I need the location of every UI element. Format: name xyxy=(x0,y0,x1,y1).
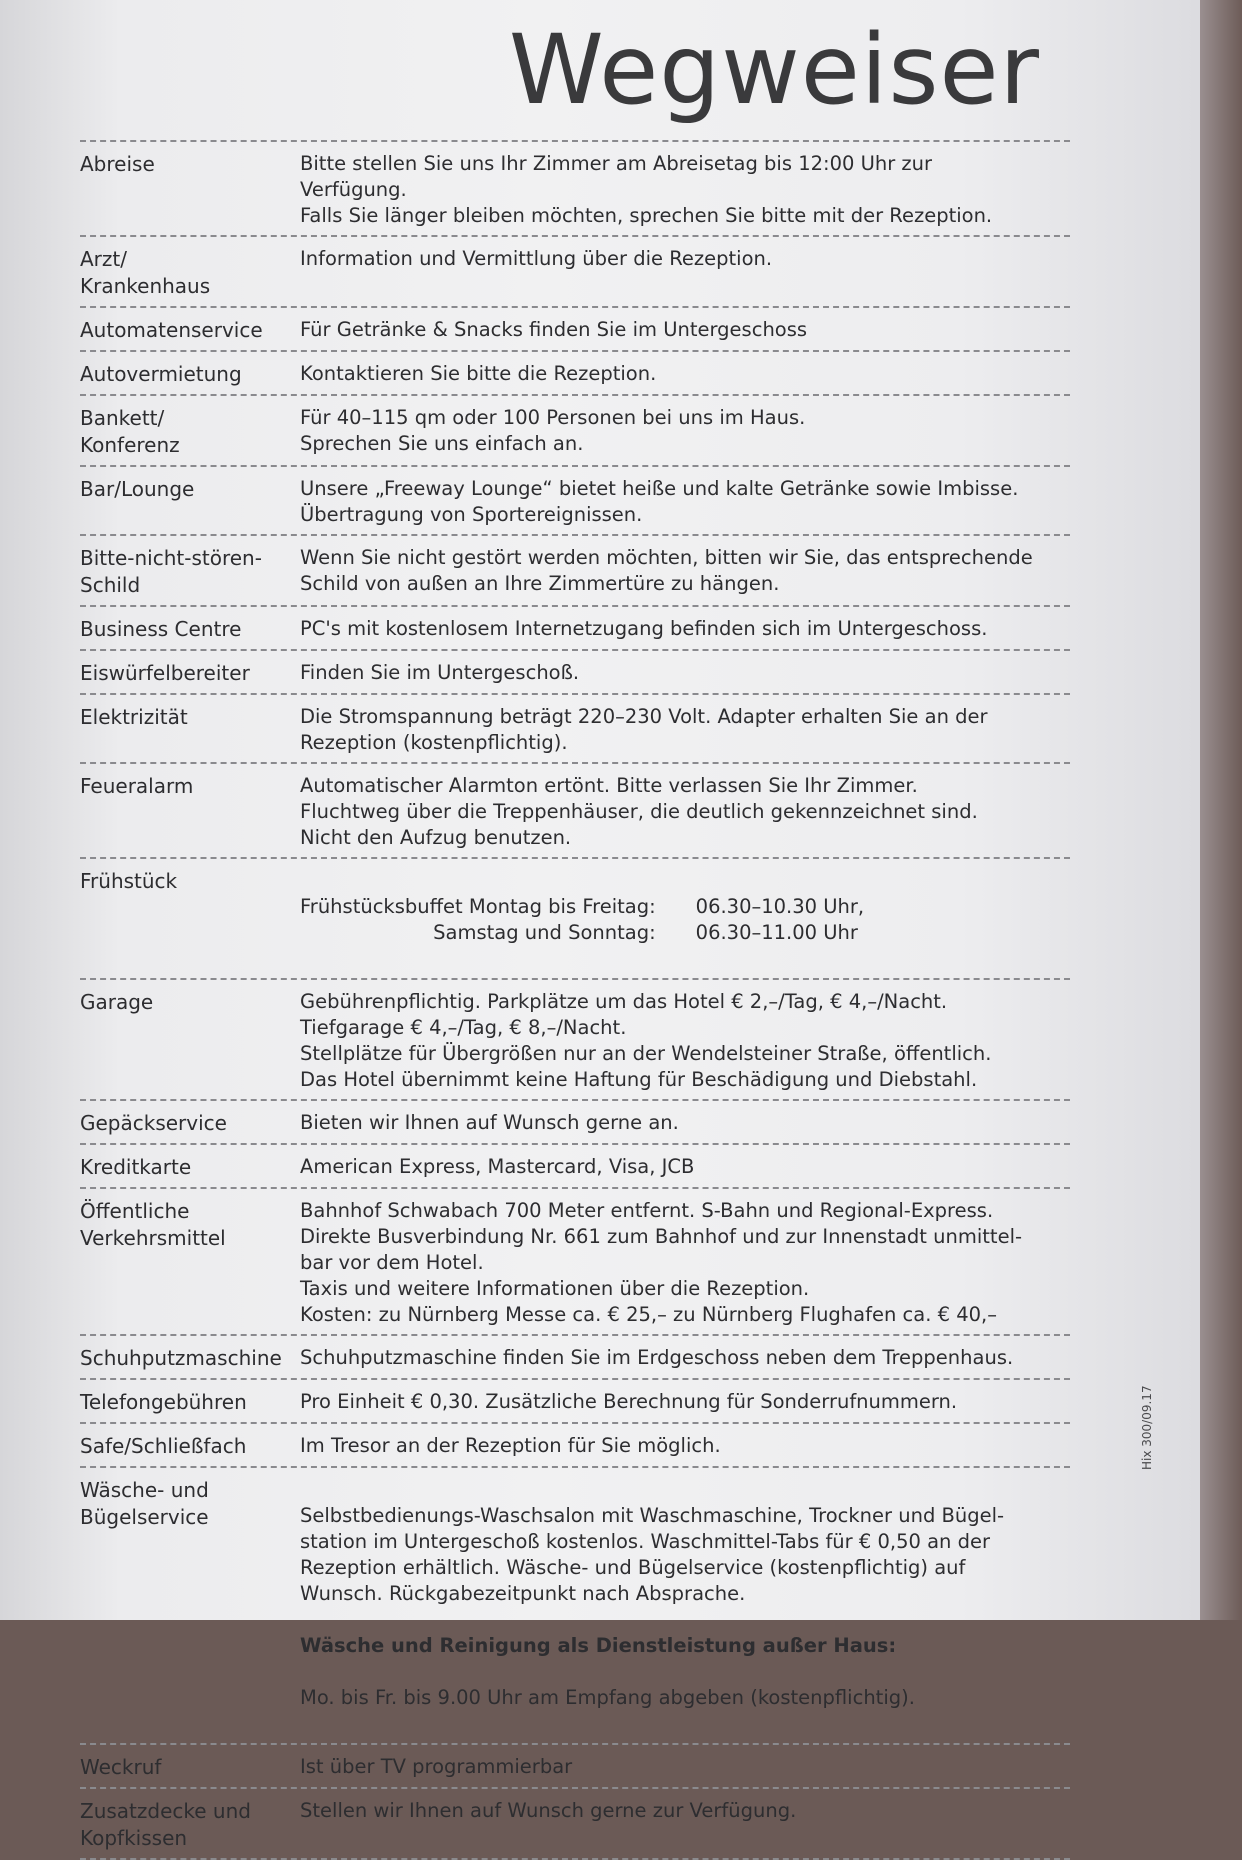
entry-description: Für Getränke & Snacks finden Sie im Untergeschoss xyxy=(300,318,808,341)
list-item xyxy=(80,1336,1070,1380)
entry-label: Gepäckservice xyxy=(80,1111,227,1135)
entry-label: Autovermietung xyxy=(80,362,242,386)
directory-list xyxy=(80,140,1070,1860)
entry-description: Automatischer Alarmton ertönt. Bitte verlassen Sie Ihr Zimmer. Fluchtweg über die Treppenhäuser, die deutlich gekennzeichnet sind. Nicht den Aufzug benutzen. xyxy=(300,774,978,849)
laundry-text: Selbstbedienungs-Waschsalon mit Waschmaschine, Trockner und Bügel- station im Untergeschoß kostenlos. Waschmittel-Tabs für € 0,50 an der Rezeption erhältlich. Wäsche- und Bügelservice (kostenpflichtig) auf Wunsch. Rückgabezeitpunkt nach Absprache. xyxy=(300,1504,1005,1605)
list-item xyxy=(80,695,1070,764)
entry-description: American Express, Mastercard, Visa, JCB xyxy=(300,1155,695,1178)
list-item xyxy=(80,607,1070,651)
entry-label: Eiswürfelbereiter xyxy=(80,661,250,685)
list-item-fruehstueck xyxy=(80,859,1070,980)
list-item xyxy=(80,308,1070,352)
entry-label: Elektrizität xyxy=(80,705,188,729)
breakfast-weekday-time: 06.30–10.30 Uhr, xyxy=(695,895,865,918)
list-item xyxy=(80,396,1070,467)
laundry-external-heading: Wäsche und Reinigung als Dienstleistung außer Haus: xyxy=(300,1634,897,1657)
entry-description: Gebührenpflichtig. Parkplätze um das Hotel € 2,–/Tag, € 4,–/Nacht. Tiefgarage € 4,–/Tag, € 8,–/Nacht. Stellplätze für Übergrößen nur an der Wendelsteiner Straße, öffentlich. Das Hotel übernimmt keine Haftung für Beschädigung und Diebstahl. xyxy=(300,990,992,1091)
entry-description: Bitte stellen Sie uns Ihr Zimmer am Abreisetag bis 12:00 Uhr zur Verfügung. Falls Sie länger bleiben möchten, sprechen Sie bitte mit der Rezeption. xyxy=(300,152,993,227)
laundry-description xyxy=(300,1477,1070,1737)
entry-description: Unsere „Freeway Lounge“ bietet heiße und kalte Getränke sowie Imbisse. Übertragung von Sportereignissen. xyxy=(300,477,1019,526)
entry-description: Für 40–115 qm oder 100 Personen bei uns im Haus. Sprechen Sie uns einfach an. xyxy=(300,406,806,455)
entry-label: Zusatzdecke und Kopfkissen xyxy=(80,1799,251,1850)
list-item xyxy=(80,467,1070,536)
entry-label: Automatenservice xyxy=(80,318,263,342)
print-code: Hix 300/09.17 xyxy=(1140,1385,1154,1470)
entry-description: Im Tresor an der Rezeption für Sie möglich. xyxy=(300,1434,721,1457)
list-item xyxy=(80,1745,1070,1789)
background-edge xyxy=(1200,0,1242,1620)
breakfast-times xyxy=(300,868,1070,972)
entry-description: Wenn Sie nicht gestört werden möchten, bitten wir Sie, das entsprechende Schild von außen an Ihre Zimmertüre zu hängen. xyxy=(300,546,1033,595)
entry-description: Schuhputzmaschine finden Sie im Erdgeschoss neben dem Treppenhaus. xyxy=(300,1346,1014,1369)
list-item xyxy=(80,651,1070,695)
list-item xyxy=(80,764,1070,859)
entry-label: Feueralarm xyxy=(80,774,194,798)
entry-label: Weckruf xyxy=(80,1755,162,1779)
list-item xyxy=(80,237,1070,308)
list-item xyxy=(80,1189,1070,1336)
list-item xyxy=(80,1789,1070,1860)
entry-label: Frühstück xyxy=(80,869,178,893)
entry-label: Telefongebühren xyxy=(80,1390,247,1414)
list-item xyxy=(80,1424,1070,1468)
entry-label: Business Centre xyxy=(80,617,242,641)
entry-label: Abreise xyxy=(80,152,155,176)
entry-description: Kontaktieren Sie bitte die Rezeption. xyxy=(300,362,657,385)
list-item xyxy=(80,142,1070,237)
entry-description: Finden Sie im Untergeschoß. xyxy=(300,661,580,684)
breakfast-weekend-label: Samstag und Sonntag: xyxy=(433,921,656,944)
page-title: Wegweiser xyxy=(508,14,1040,126)
entry-label: Garage xyxy=(80,990,154,1014)
laundry-external-text: Mo. bis Fr. bis 9.00 Uhr am Empfang abgeben (kostenpflichtig). xyxy=(300,1686,915,1709)
list-item xyxy=(80,536,1070,607)
entry-label: Schuhputzmaschine xyxy=(80,1346,282,1370)
entry-description: Information und Vermittlung über die Rezeption. xyxy=(300,247,773,270)
entry-description: Ist über TV programmierbar xyxy=(300,1755,573,1778)
entry-description: Stellen wir Ihnen auf Wunsch gerne zur Verfügung. xyxy=(300,1799,797,1822)
entry-label: Kreditkarte xyxy=(80,1155,192,1179)
entry-description: Bahnhof Schwabach 700 Meter entfernt. S-Bahn und Regional-Express. Direkte Busverbindung Nr. 661 zum Bahnhof und zur Innenstadt unmittel- bar vor dem Hotel. Taxis und weitere Informationen über die Rezeption. Kosten: zu Nürnberg Messe ca. € 25,– zu Nürnberg Flughafen ca. € 40,– xyxy=(300,1199,1023,1326)
breakfast-weekend-time: 06.30–11.00 Uhr xyxy=(695,921,858,944)
list-item xyxy=(80,1380,1070,1424)
entry-description: PC's mit kostenlosem Internetzugang befinden sich im Untergeschoss. xyxy=(300,617,988,640)
entry-label: Arzt/ Krankenhaus xyxy=(80,247,211,298)
entry-label: Safe/Schließfach xyxy=(80,1434,247,1458)
entry-description: Die Stromspannung beträgt 220–230 Volt. Adapter erhalten Sie an der Rezeption (kostenpflichtig). xyxy=(300,705,988,754)
entry-label: Wäsche- und Bügelservice xyxy=(80,1478,209,1529)
list-item xyxy=(80,1145,1070,1189)
entry-label: Bitte-nicht-stören- Schild xyxy=(80,546,262,597)
list-item xyxy=(80,352,1070,396)
breakfast-weekday-label: Frühstücksbuffet Montag bis Freitag: xyxy=(300,895,656,918)
entry-label: Öffentliche Verkehrsmittel xyxy=(80,1199,226,1250)
entry-description: Bieten wir Ihnen auf Wunsch gerne an. xyxy=(300,1111,679,1134)
list-item xyxy=(80,980,1070,1101)
entry-description: Pro Einheit € 0,30. Zusätzliche Berechnung für Sonderrufnummern. xyxy=(300,1390,958,1413)
entry-label: Bar/Lounge xyxy=(80,477,195,501)
list-item-waesche xyxy=(80,1468,1070,1745)
list-item xyxy=(80,1101,1070,1145)
entry-label: Bankett/ Konferenz xyxy=(80,406,180,457)
